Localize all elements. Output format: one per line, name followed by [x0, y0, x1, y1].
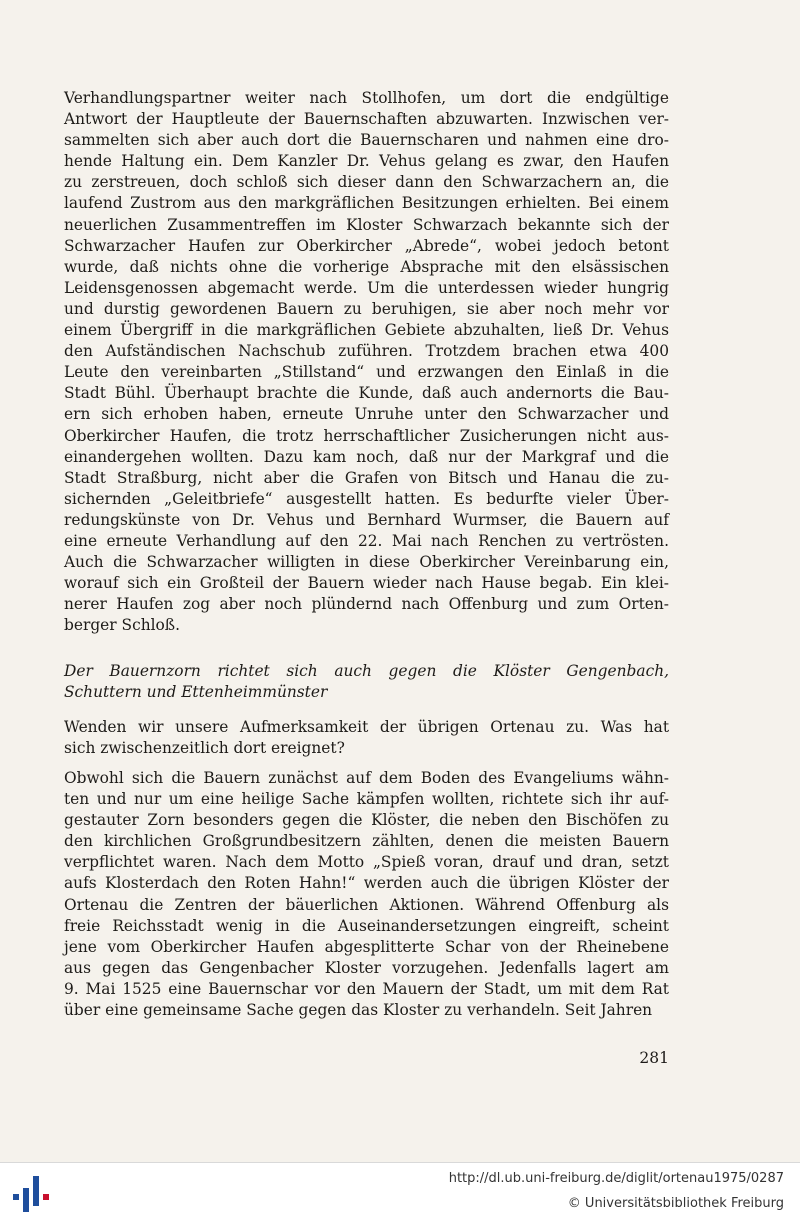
- page-number: 281: [639, 1049, 669, 1067]
- text-line: sichernden „Geleitbriefe“ ausgestellt hatten. Es bedurfte vieler Über-: [64, 489, 669, 508]
- text-line: den Aufständischen Nachschub zuführen. Trotzdem brachen etwa 400: [64, 342, 669, 361]
- text-line: hende Haltung ein. Dem Kanzler Dr. Vehus gelang es zwar, den Haufen: [64, 152, 669, 171]
- text-line: ten und nur um eine heilige Sache kämpfen wollten, richtete sich ihr auf-: [64, 790, 669, 809]
- text-line: über eine gemeinsame Sache gegen das Kloster zu verhandeln. Seit Jahren: [64, 1001, 653, 1020]
- text-line: den kirchlichen Großgrundbesitzern zählten, denen die meisten Bauern: [64, 832, 669, 851]
- text-line: berger Schloß.: [64, 616, 180, 635]
- text-line: eine erneute Verhandlung auf den 22. Mai nach Renchen zu vertrösten.: [64, 531, 669, 550]
- text-line: Stadt Straßburg, nicht aber die Grafen von Bitsch und Hanau die zu-: [64, 468, 669, 487]
- text-line: aufs Klosterdach den Roten Hahn!“ werden auch die übrigen Klöster der: [64, 874, 669, 893]
- logo-bar-mid-right: [33, 1176, 39, 1206]
- paragraph-1: [64, 88, 669, 636]
- viewer-footer: [0, 1162, 800, 1221]
- logo-bar-right: [43, 1194, 49, 1200]
- paragraph-3: [64, 768, 669, 1021]
- text-line: wurde, daß nichts ohne die vorherige Absprache mit den elsässischen: [64, 257, 669, 276]
- text-line: worauf sich ein Großteil der Bauern wieder nach Hause begab. Ein klei-: [64, 574, 669, 593]
- text-line: Leute den vereinbarten „Stillstand“ und erzwangen den Einlaß in die: [64, 363, 669, 382]
- text-line: zu zerstreuen, doch schloß sich dieser dann den Schwarzachern an, die: [64, 173, 669, 192]
- text-line: freie Reichsstadt wenig in die Auseinandersetzungen eingreift, scheint: [64, 916, 669, 935]
- text-line: Obwohl sich die Bauern zunächst auf dem Boden des Evangeliums wähn-: [64, 769, 669, 787]
- text-line: Auch die Schwarzacher willigten in diese Oberkircher Vereinbarung ein,: [64, 553, 669, 572]
- text-line: gestauter Zorn besonders gegen die Klöster, die neben den Bischöfen zu: [64, 811, 669, 830]
- logo-bar-left: [13, 1194, 19, 1200]
- text-line: aus gegen das Gengenbacher Kloster vorzugehen. Jedenfalls lagert am: [64, 958, 669, 977]
- text-line: ern sich erhoben haben, erneute Unruhe unter den Schwarzacher und: [64, 405, 669, 424]
- text-line: neuerlichen Zusammentreffen im Kloster Schwarzach bekannte sich der: [64, 215, 669, 234]
- text-line: Ortenau die Zentren der bäuerlichen Aktionen. Während Offenburg als: [64, 895, 669, 914]
- text-line: Oberkircher Haufen, die trotz herrschaftlicher Zusicherungen nicht aus-: [64, 426, 669, 445]
- text-line: sich zwischenzeitlich dort ereignet?: [64, 739, 345, 758]
- copyright-text: © Universitätsbibliothek Freiburg: [567, 1196, 784, 1211]
- text-line: Verhandlungspartner weiter nach Stollhofen, um dort die endgültige: [64, 89, 669, 107]
- text-line: Wenden wir unsere Aufmerksamkeit der übrigen Ortenau zu. Was hat: [64, 718, 669, 736]
- logo-bar-mid-left: [23, 1188, 29, 1212]
- paragraph-2: [64, 717, 669, 759]
- text-line: einem Übergriff in die markgräflichen Gebiete abzuhalten, ließ Dr. Vehus: [64, 321, 669, 340]
- text-line: redungskünste von Dr. Vehus und Bernhard Wurmser, die Bauern auf: [64, 510, 669, 529]
- text-line: nerer Haufen zog aber noch plündernd nach Offenburg und zum Orten-: [64, 595, 669, 614]
- text-line: verpflichtet waren. Nach dem Motto „Spieß voran, drauf und dran, setzt: [64, 853, 669, 872]
- text-line: sammelten sich aber auch dort die Bauernscharen und nahmen eine dro-: [64, 131, 669, 150]
- text-line: jene vom Oberkircher Haufen abgesplitterte Schar von der Rheinebene: [64, 937, 669, 956]
- text-line: Schuttern und Ettenheimmünster: [64, 683, 328, 702]
- section-heading: [64, 661, 669, 703]
- text-line: Leidensgenossen abgemacht werde. Um die unterdessen wieder hungrig: [64, 278, 669, 297]
- text-line: und durstig gewordenen Bauern zu beruhigen, sie aber noch mehr vor: [64, 299, 669, 318]
- text-line: Schwarzacher Haufen zur Oberkircher „Abrede“, wobei jedoch betont: [64, 236, 669, 255]
- source-url-link[interactable]: http://dl.ub.uni-freiburg.de/diglit/ortenau1975/0287: [448, 1171, 784, 1186]
- text-line: Stadt Bühl. Überhaupt brachte die Kunde, daß auch andernorts die Bau-: [64, 384, 669, 403]
- text-line: einandergehen wollten. Dazu kam noch, daß nur der Markgraf und die: [64, 447, 669, 466]
- text-line: Der Bauernzorn richtet sich auch gegen die Klöster Gengenbach,: [64, 662, 669, 680]
- text-line: Antwort der Hauptleute der Bauernschaften abzuwarten. Inzwischen ver-: [64, 110, 669, 129]
- text-line: laufend Zustrom aus den markgräflichen Besitzungen erhielten. Bei einem: [64, 194, 669, 213]
- text-line: 9. Mai 1525 eine Bauernschar vor den Mauern der Stadt, um mit dem Rat: [64, 979, 669, 998]
- ub-freiburg-logo-icon[interactable]: [12, 1172, 52, 1212]
